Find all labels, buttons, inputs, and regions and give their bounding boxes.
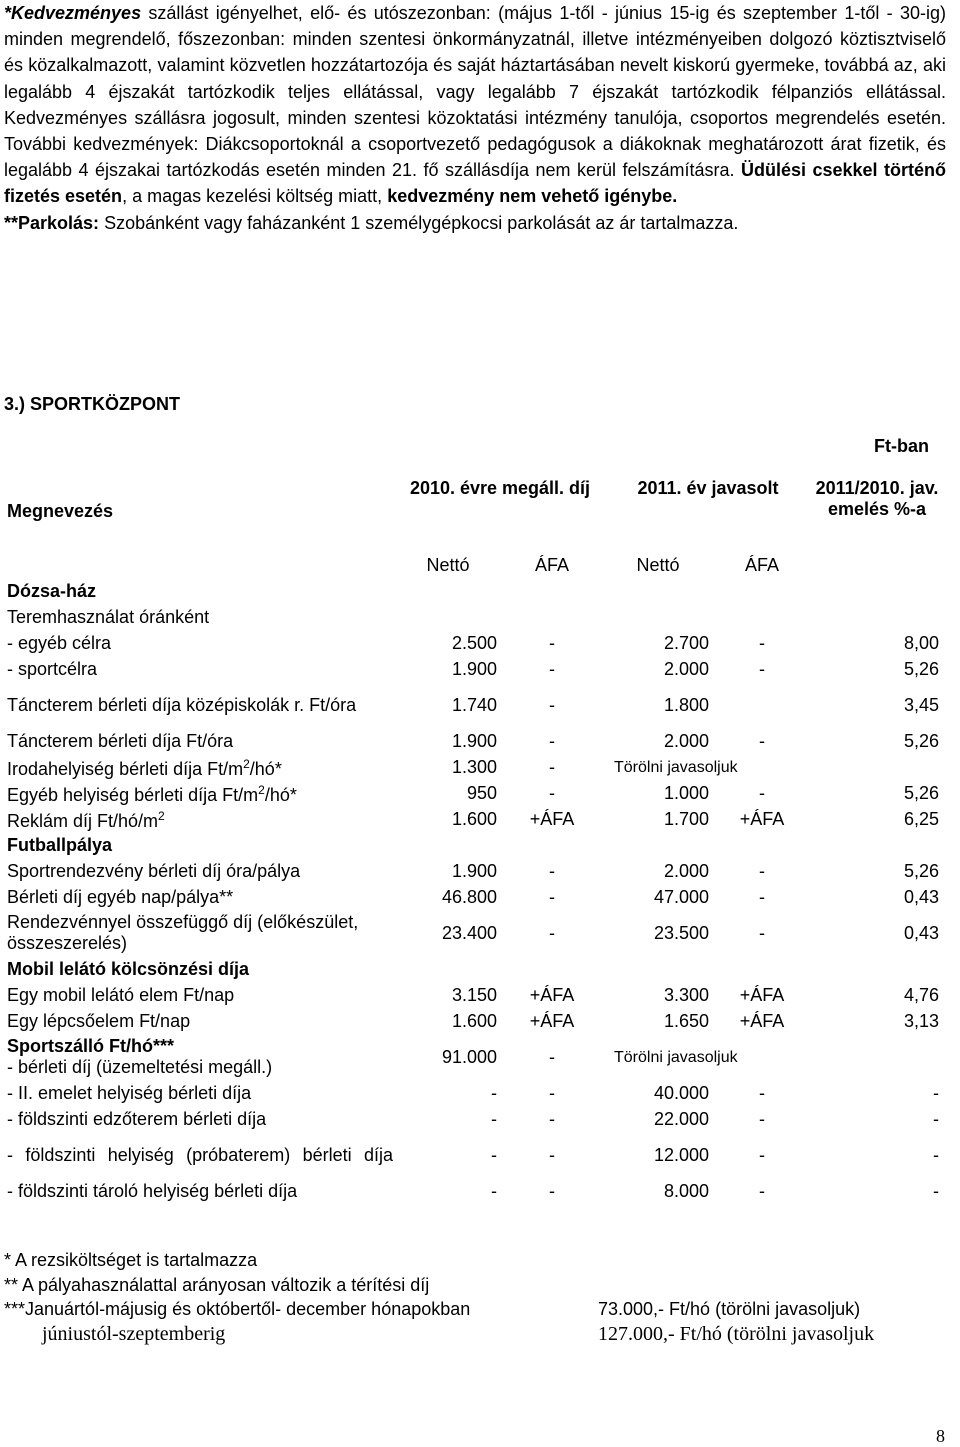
table-row	[4, 910, 942, 956]
row-afa-2010	[500, 956, 604, 982]
section-heading: 3.) SPORTKÖZPONT	[4, 394, 181, 414]
footnotes	[4, 1248, 875, 1346]
parking-text: Szobánként vagy faházanként 1 személygépkocsi parkolását az ár tartalmazza.	[99, 212, 739, 233]
row-afa-2011: -	[759, 1082, 765, 1103]
header-2011: 2011. év javasolt	[637, 478, 779, 498]
row-afa-2010: -	[549, 632, 555, 653]
row-netto-2010: 2.500	[451, 632, 497, 653]
row-afa-2011: -	[759, 730, 765, 751]
row-netto-2011: 2.700	[663, 632, 709, 653]
row-afa-2010: -	[549, 730, 555, 751]
table-row	[4, 982, 942, 1008]
footnote-1-text: * A rezsiköltséget is tartalmazza	[4, 1250, 258, 1270]
row-netto-2010: -	[491, 1108, 497, 1129]
row-netto-2010: 950	[466, 782, 497, 803]
row-netto-2011: 22.000	[653, 1108, 709, 1129]
table-subheader-row	[4, 552, 942, 578]
row-netto-2011: 3.300	[663, 984, 709, 1005]
row-afa-2010: -	[549, 860, 555, 881]
page-number: 8	[936, 1426, 945, 1446]
table-row	[4, 780, 942, 806]
row-netto-2010: 1.900	[451, 730, 497, 751]
row-pct: 5,26	[903, 860, 939, 881]
row-pct	[812, 832, 942, 858]
row-afa-2010: -	[549, 1046, 555, 1067]
row-name: - II. emelet helyiség bérleti díja	[7, 1082, 252, 1103]
footnote-2-text: ** A pályahasználattal arányosan változik a térítési díj	[4, 1274, 430, 1295]
row-afa-2010: -	[549, 886, 555, 907]
row-netto-2011: 2.000	[663, 658, 709, 679]
row-pct	[812, 578, 942, 604]
row-netto-2011: 40.000	[653, 1082, 709, 1103]
row-afa-2010: -	[549, 756, 555, 777]
row-netto-2010: -	[491, 1144, 497, 1165]
row-afa-2011: -	[759, 632, 765, 653]
row-netto-2010: 3.150	[451, 984, 497, 1005]
row-pct: 0,43	[903, 886, 939, 907]
row-afa-2011: -	[759, 860, 765, 881]
row-afa-2010	[500, 832, 604, 858]
row-netto-2010	[396, 832, 500, 858]
row-name-sup: 2	[258, 783, 265, 797]
row-afa-2010: -	[549, 658, 555, 679]
row-netto-2011: 23.500	[653, 922, 709, 943]
footnote-3	[4, 1297, 861, 1322]
row-netto-2010	[396, 578, 500, 604]
row-netto-2010: 1.600	[451, 1010, 497, 1031]
table-row	[4, 728, 942, 754]
row-name-suffix: /hó*	[264, 785, 297, 805]
row-netto-2010: 1.900	[451, 860, 497, 881]
row-pct	[812, 604, 942, 630]
row-netto-2011: 2.000	[663, 860, 709, 881]
row-name-bold: Sportszálló Ft/hó***	[7, 1036, 175, 1056]
table-row	[4, 682, 942, 728]
intro-bold-2: kedvezmény nem vehető igénybe.	[387, 186, 678, 207]
row-afa-2010: +ÁFA	[529, 984, 575, 1005]
row-afa-2011: +ÁFA	[739, 1010, 785, 1031]
row-netto-2010: 46.800	[441, 886, 497, 907]
row-name: Sportrendezvény bérleti díj óra/pálya	[7, 860, 301, 881]
row-afa-2011: -	[759, 922, 765, 943]
row-afa-2011: -	[759, 1180, 765, 1201]
parking-label: **Parkolás:	[4, 212, 100, 233]
table-row	[4, 630, 942, 656]
row-name-sub: - bérleti díj (üzemeltetési megáll.)	[7, 1057, 273, 1077]
row-name: Dózsa-ház	[7, 580, 97, 601]
footnote-3-price: 73.000,- Ft/hó (törölni javasoljuk)	[598, 1299, 861, 1319]
row-afa-2011	[712, 956, 812, 982]
row-netto-2010: 1.900	[451, 658, 497, 679]
row-netto-2011: 1.800	[663, 694, 709, 715]
row-afa-2010: -	[549, 782, 555, 803]
row-afa-2010: -	[549, 694, 555, 715]
table-row	[4, 858, 942, 884]
row-name: Egy lépcsőelem Ft/nap	[7, 1010, 191, 1031]
row-name	[4, 1034, 396, 1080]
row-pct: -	[933, 1180, 939, 1201]
subheader-netto-2011: Nettó	[636, 554, 680, 575]
row-netto-2010: 1.740	[451, 694, 497, 715]
footnote-4	[4, 1322, 875, 1347]
intro-text: szállást igényelhet, elő- és utószezonban: (május 1-től - június 15-ig és szeptember 1-től - 30-ig) minden megrendelő, főszezonban: minden szentesi önkormányzatnál, illetve intézményeiben dolgozó köztisztviselő és közalkalmazott, valamint közvetlen hozzátartozója és saját háztartásában nevelt kiskorú gyermeke, továbbá az, aki legalább 4 éjszakát tartózkodik teljes ellátással, vagy legalább 7 éjszakát tartózkodik félpanziós ellátással. Kedvezményes szállásra jogosult, minden szentesi közoktatási intézmény tanulója, csoportos megrendelés esetén. További kedvezmények: Diákcsoportoknál a csoportvezető pedagógusok a diákoknak meghatározott árat fizetik, és legalább 4 éjszakai tartózkodás esetén minden 21. fő szállásdíja nem kerül felszámításra.	[4, 3, 946, 181]
row-afa-2011: -	[759, 886, 765, 907]
intro-bold-1: Üdülési csekkel történő fizetés esetén	[4, 160, 946, 207]
row-name: - sportcélra	[7, 658, 98, 679]
row-name	[4, 754, 396, 780]
row-afa-2011	[712, 604, 812, 630]
row-pct: 8,00	[903, 632, 939, 653]
row-afa-2011	[712, 578, 812, 604]
row-pct: 5,26	[903, 730, 939, 751]
table-row	[4, 884, 942, 910]
row-netto-2010	[396, 956, 500, 982]
table-row	[4, 1034, 942, 1080]
row-netto-2011: 8.000	[663, 1180, 709, 1201]
row-name: - földszinti helyiség (próbaterem) bérleti díja	[7, 1144, 393, 1165]
row-name-sup: 2	[158, 809, 165, 823]
table-row	[4, 656, 942, 682]
table-header-row	[4, 470, 942, 552]
table-row	[4, 1106, 942, 1132]
row-afa-2011: +ÁFA	[739, 984, 785, 1005]
row-name: Egy mobil lelátó elem Ft/nap	[7, 984, 235, 1005]
table-row	[4, 1132, 942, 1178]
header-2010: 2010. évre megáll. díj	[409, 478, 591, 498]
row-afa-2010	[500, 604, 604, 630]
row-afa-2010: -	[549, 1108, 555, 1129]
row-name: - egyéb célra	[7, 632, 112, 653]
row-netto-2010: 23.400	[441, 922, 497, 943]
row-netto-2011	[604, 956, 712, 982]
row-netto-2011: 1.650	[663, 1010, 709, 1031]
row-afa-2010: -	[549, 1144, 555, 1165]
table-row	[4, 604, 942, 630]
intro-text-2: , a magas kezelési költség miatt,	[122, 186, 388, 207]
row-afa-2011	[712, 682, 812, 728]
row-afa-2011: -	[759, 1108, 765, 1129]
row-name: - földszinti tároló helyiség bérleti díja	[7, 1180, 298, 1201]
row-afa-2010	[500, 578, 604, 604]
table-row	[4, 754, 942, 780]
row-netto-2011: 1.000	[663, 782, 709, 803]
row-pct: 4,76	[903, 984, 939, 1005]
row-pct: 3,13	[903, 1010, 939, 1031]
row-name: Mobil lelátó kölcsönzési díja	[7, 958, 250, 979]
intro-bold-italic: *Kedvezményes	[4, 3, 142, 23]
row-netto-2010	[396, 604, 500, 630]
row-afa-2011: -	[759, 658, 765, 679]
row-afa-2010: +ÁFA	[529, 808, 575, 829]
currency-label: Ft-ban	[874, 436, 929, 456]
row-netto-2011	[604, 578, 712, 604]
footnote-4-text: júniustól-szeptemberig	[42, 1322, 226, 1345]
row-pct: 0,43	[903, 922, 939, 943]
table-row	[4, 956, 942, 982]
row-pct: 3,45	[903, 694, 939, 715]
header-pct: 2011/2010. jav. emelés %-a	[815, 478, 939, 519]
row-netto-2011: 2.000	[663, 730, 709, 751]
row-name: Bérleti díj egyéb nap/pálya**	[7, 886, 234, 907]
row-name: Táncterem bérleti díja Ft/óra	[7, 730, 234, 751]
table-row	[4, 1008, 942, 1034]
table-row	[4, 806, 942, 832]
row-name	[4, 780, 396, 806]
row-afa-2011: -	[759, 1144, 765, 1165]
row-afa-2010: -	[549, 1180, 555, 1201]
row-name: Táncterem bérleti díja középiskolák r. Ft/óra	[7, 694, 357, 715]
subheader-netto-2010: Nettó	[426, 554, 470, 575]
row-pct: 5,26	[903, 782, 939, 803]
row-afa-2011	[712, 832, 812, 858]
table-row	[4, 1080, 942, 1106]
row-name-suffix: /hó*	[249, 759, 282, 779]
table-row	[4, 1178, 942, 1204]
row-netto-2011: 12.000	[653, 1144, 709, 1165]
price-table-body	[4, 470, 942, 1204]
row-name: Rendezvénnyel összefüggő díj (előkészület, összeszerelés)	[7, 912, 359, 953]
table-row	[4, 578, 942, 604]
row-netto-2010: -	[491, 1082, 497, 1103]
footnote-2	[4, 1273, 470, 1298]
row-pct: 6,25	[903, 808, 939, 829]
row-name: Teremhasználat óránként	[7, 606, 210, 627]
row-name-text: Egyéb helyiség bérleti díja Ft/m	[7, 785, 259, 805]
footnote-3-text: ***Januártól-májusig és októbertől- december hónapokban	[4, 1299, 471, 1319]
row-netto-2010: 91.000	[441, 1046, 497, 1067]
intro-paragraph	[4, 0, 946, 236]
row-name-text: Irodahelyiség bérleti díja Ft/m	[7, 759, 244, 779]
row-afa-2010: -	[549, 922, 555, 943]
row-deletion-note: Törölni javasoljuk	[614, 1048, 738, 1066]
row-afa-2011: +ÁFA	[739, 808, 785, 829]
row-netto-2010: 1.600	[451, 808, 497, 829]
row-afa-2011: -	[759, 782, 765, 803]
row-netto-2011	[604, 604, 712, 630]
row-pct: -	[933, 1108, 939, 1129]
row-netto-2010: 1.300	[451, 756, 497, 777]
footnote-4-price: 127.000,- Ft/hó (törölni javasoljuk	[598, 1322, 875, 1345]
table-row	[4, 832, 942, 858]
row-netto-2011	[604, 832, 712, 858]
header-name: Megnevezés	[7, 500, 114, 521]
row-afa-2010: +ÁFA	[529, 1010, 575, 1031]
row-pct: -	[933, 1144, 939, 1165]
price-table	[4, 470, 942, 1204]
row-name-text: Reklám díj Ft/hó/m	[7, 811, 159, 831]
row-name-sup: 2	[243, 757, 250, 771]
row-pct: 5,26	[903, 658, 939, 679]
row-netto-2011: 1.700	[663, 808, 709, 829]
row-afa-2010: -	[549, 1082, 555, 1103]
subheader-afa-2011: ÁFA	[744, 554, 779, 575]
row-deletion-note: Törölni javasoljuk	[614, 758, 738, 776]
subheader-afa-2010: ÁFA	[534, 554, 569, 575]
row-name: - földszinti edzőterem bérleti díja	[7, 1108, 267, 1129]
row-pct	[812, 956, 942, 982]
footnote-1	[4, 1248, 470, 1273]
row-netto-2010: -	[491, 1180, 497, 1201]
row-pct: -	[933, 1082, 939, 1103]
row-name	[4, 806, 396, 832]
row-netto-2011: 47.000	[653, 886, 709, 907]
row-name: Futballpálya	[7, 834, 113, 855]
